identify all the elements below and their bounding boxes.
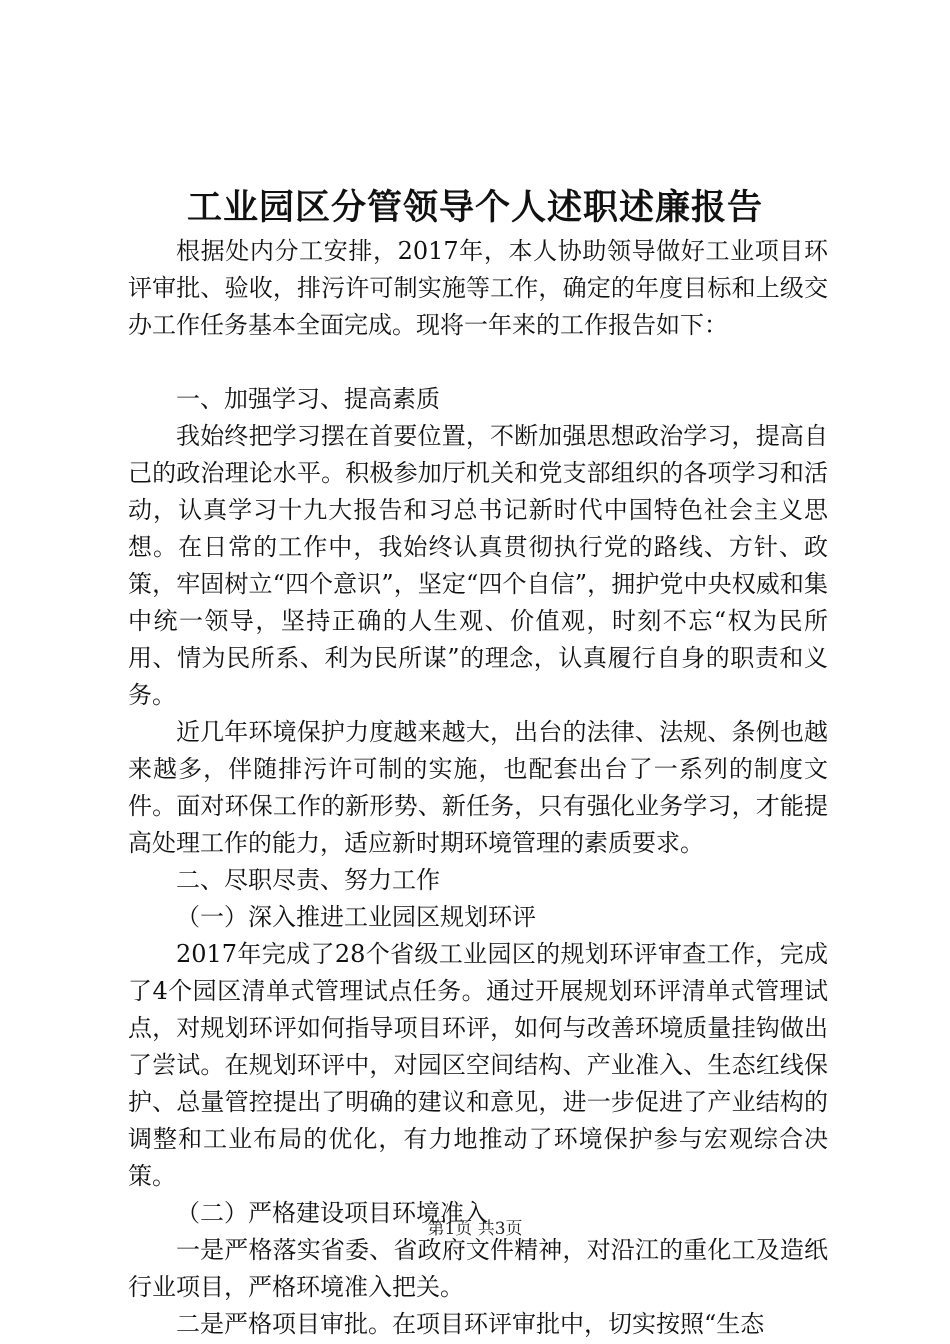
body-paragraph: 近几年环境保护力度越来越大，出台的法律、法规、条例也越来越多，伴随排污许可制的实施，也配套出台了一系列的制度文件。面对环保工作的新形势、新任务，只有强化业务学习，才能提高处理工作的能力，适应新时期环境管理的素质要求。: [128, 718, 828, 857]
subsection-heading-1: （一）深入推进工业园区规划环评: [176, 903, 536, 931]
intro-paragraph: 根据处内分工安排，2017年，本人协助领导做好工业项目环评审批、验收，排污许可制实施等工作，确定的年度目标和上级交办工作任务基本全面完成。现将一年来的工作报告如下：: [128, 237, 828, 339]
subsection-heading-2: （二）严格建设项目环境准入: [176, 1199, 488, 1227]
body-paragraph: 我始终把学习摆在首要位置，不断加强思想政治学习，提高自己的政治理论水平。积极参加厅机关和党支部组织的各项学习和活动，认真学习十九大报告和习总书记新时代中国特色社会主义思想。在日常的工作中，我始终认真贯彻执行党的路线、方针、政策，牢固树立“四个意识”，坚定“四个自信”，拥护党中央权威和集中统一领导，坚持正确的人生观、价值观，时刻不忘“权为民所用、情为民所系、利为民所谋”的理念，认真履行自身的职责和义务。: [128, 422, 828, 709]
section-heading-1: 一、加强学习、提高素质: [176, 385, 440, 413]
section-heading-2: 二、尽职尽责、努力工作: [176, 866, 440, 894]
page-footer: 第1页 共3页: [427, 1219, 523, 1239]
body-paragraph: 二是严格项目审批。在项目环评审批中，切实按照“生态: [176, 1310, 765, 1338]
document-body: [128, 233, 828, 1343]
body-paragraph: 一是严格落实省委、省政府文件精神，对沿江的重化工及造纸行业项目，严格环境准入把关。: [128, 1236, 828, 1301]
body-paragraph: 2017年完成了28个省级工业园区的规划环评审查工作，完成了4个园区清单式管理试点任务。通过开展规划环评清单式管理试点，对规划环评如何指导项目环评，如何与改善环境质量挂钩做出了尝试。在规划环评中，对园区空间结构、产业准入、生态红线保护、总量管控提出了明确的建议和意见，进一步促进了产业结构的调整和工业布局的优化，有力地推动了环境保护参与宏观综合决策。: [128, 940, 828, 1190]
document-title: 工业园区分管领导个人述职述廉报告: [186, 187, 763, 228]
